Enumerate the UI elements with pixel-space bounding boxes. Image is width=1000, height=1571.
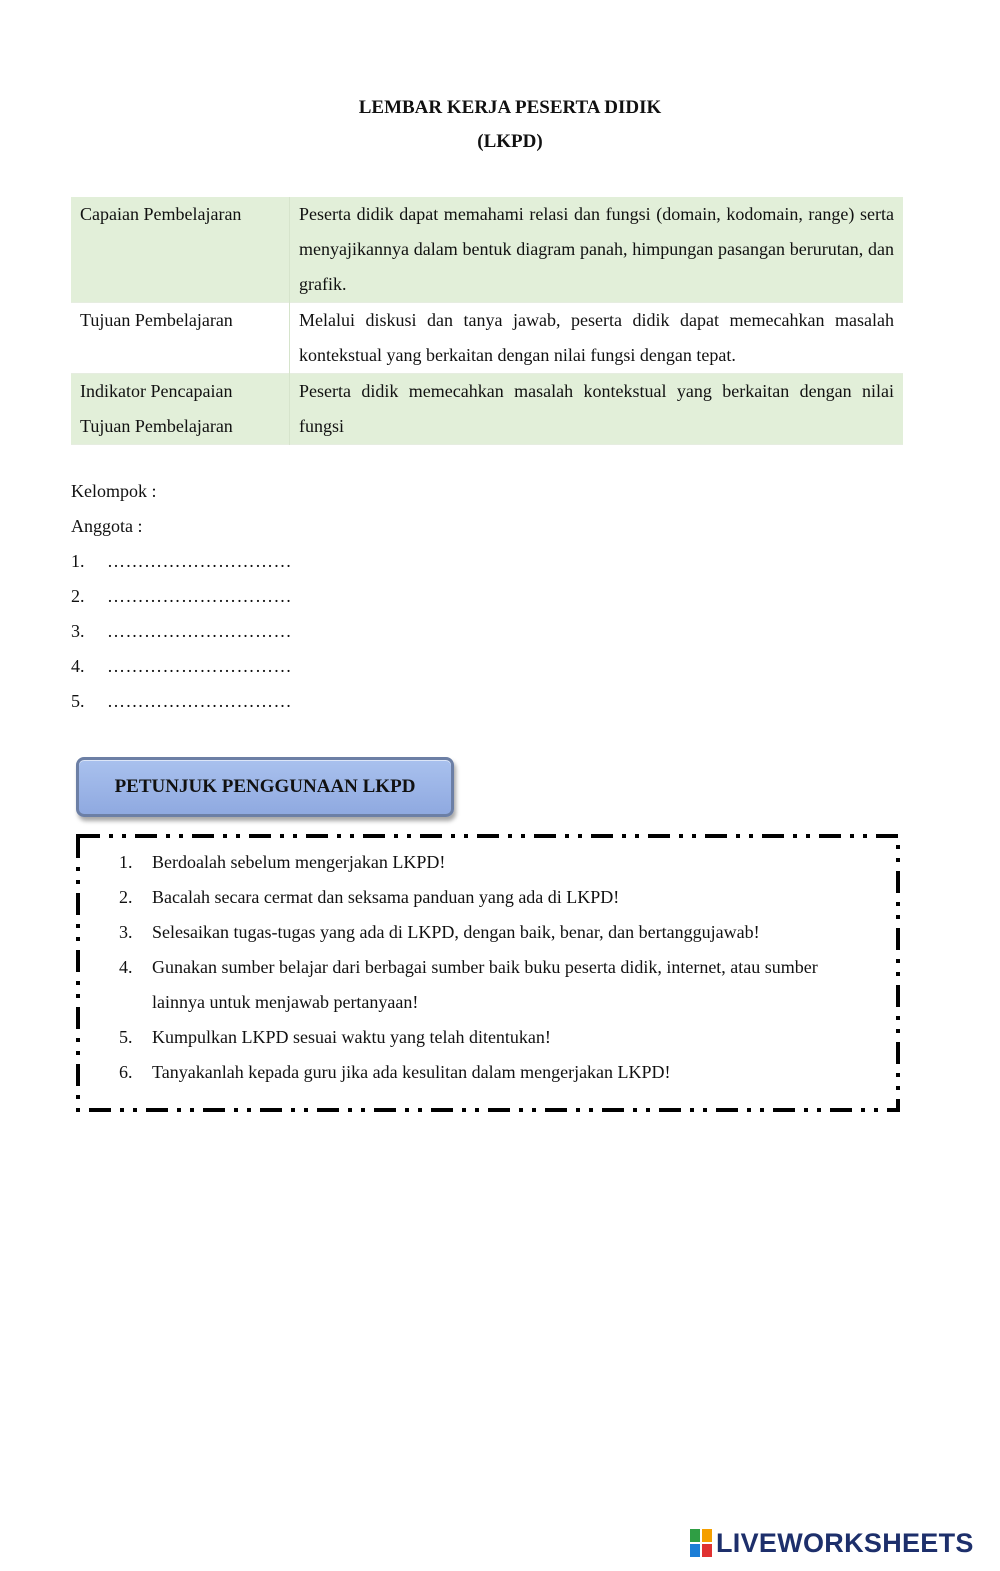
member-number: 4. xyxy=(71,656,85,676)
table-label-indikator: Indikator Pencapaian Tujuan Pembelajaran xyxy=(71,374,290,445)
member-number: 5. xyxy=(71,691,85,711)
table-label-capaian: Capaian Pembelajaran xyxy=(71,197,290,303)
member-row xyxy=(71,684,292,719)
list-item-number: 2. xyxy=(119,887,133,907)
instructions-heading-button: PETUNJUK PENGGUNAAN LKPD xyxy=(76,757,454,817)
table-value-capaian: Peserta didik dapat memahami relasi dan fungsi (domain, kodomain, range) serta menyajikannya dalam bentuk diagram panah, himpungan pasangan berurutan, dan grafik. xyxy=(290,197,904,303)
list-item-number: 6. xyxy=(119,1062,133,1082)
member-number: 2. xyxy=(71,586,85,606)
table-value-tujuan: Melalui diskusi dan tanya jawab, peserta didik dapat memecahkan masalah kontekstual yang berkaitan dengan nilai fungsi dengan tepat. xyxy=(299,310,894,365)
member-blank: ………………………… xyxy=(107,656,292,676)
member-number: 3. xyxy=(71,621,85,641)
instructions-list xyxy=(119,845,859,1090)
table-row-capaian xyxy=(71,197,903,303)
list-item xyxy=(119,880,859,915)
member-row xyxy=(71,614,292,649)
list-item-number: 4. xyxy=(119,957,133,977)
page-title: LEMBAR KERJA PESERTA DIDIK xyxy=(358,97,662,118)
list-item-number: 5. xyxy=(119,1027,133,1047)
member-blank: ………………………… xyxy=(107,551,292,571)
kelompok-label: Kelompok : xyxy=(71,481,157,501)
table-value-indikator: Peserta didik memecahkan masalah kontekstual yang berkaitan dengan nilai fungsi xyxy=(290,374,904,445)
list-item-number: 3. xyxy=(119,922,133,942)
list-item-text: Bacalah secara cermat dan seksama panduan yang ada di LKPD! xyxy=(152,887,620,907)
learning-objectives-table xyxy=(71,197,903,445)
logo-text: LIVEWORKSHEETS xyxy=(716,1527,974,1558)
liveworksheets-logo xyxy=(690,1525,974,1561)
table-label-tujuan: Tujuan Pembelajaran xyxy=(71,303,290,374)
list-item xyxy=(119,950,859,1020)
list-item-text: Kumpulkan LKPD sesuai waktu yang telah ditentukan! xyxy=(152,1027,551,1047)
member-blank: ………………………… xyxy=(107,621,292,641)
anggota-label: Anggota : xyxy=(71,516,143,536)
list-item xyxy=(119,845,859,880)
list-item xyxy=(119,1055,859,1090)
member-row xyxy=(71,544,292,579)
group-section xyxy=(71,474,292,719)
list-item-text: Gunakan sumber belajar dari berbagai sumber baik buku peserta didik, internet, atau sumber lainnya untuk menjawab pertanyaan! xyxy=(152,957,818,1012)
page-subtitle: (LKPD) xyxy=(477,131,543,152)
table-row-tujuan xyxy=(71,303,903,374)
member-row xyxy=(71,579,292,614)
instructions-box xyxy=(76,834,900,1112)
member-blank: ………………………… xyxy=(107,586,292,606)
member-row xyxy=(71,649,292,684)
table-row-indikator xyxy=(71,374,903,445)
list-item xyxy=(119,1020,859,1055)
member-blank: ………………………… xyxy=(107,691,292,711)
liveworksheets-logo-icon xyxy=(690,1529,712,1557)
list-item-number: 1. xyxy=(119,852,133,872)
member-number: 1. xyxy=(71,551,85,571)
list-item-text: Berdoalah sebelum mengerjakan LKPD! xyxy=(152,852,446,872)
list-item-text: Selesaikan tugas-tugas yang ada di LKPD, dengan baik, benar, dan bertanggujawab! xyxy=(152,922,760,942)
list-item-text: Tanyakanlah kepada guru jika ada kesulitan dalam mengerjakan LKPD! xyxy=(152,1062,671,1082)
list-item xyxy=(119,915,859,950)
